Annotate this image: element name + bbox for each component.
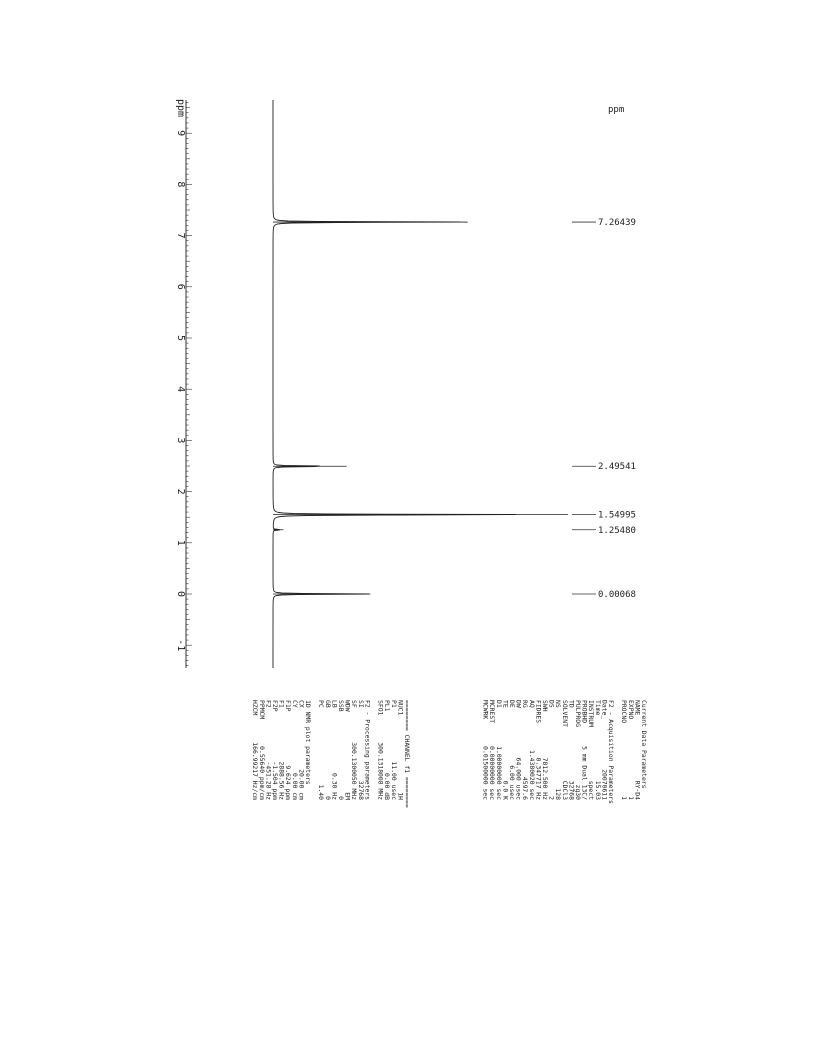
param-value: 2 xyxy=(547,796,556,800)
param-value: 32768 xyxy=(356,780,365,800)
param-key: SF xyxy=(350,700,359,708)
axis-tick-label: 5 xyxy=(175,334,186,342)
param-value: 9.624 ppm xyxy=(284,765,293,800)
param-key: NAME xyxy=(633,700,642,716)
axis-tick-label: -1 xyxy=(175,639,186,652)
param-value: -451.28 Hz xyxy=(264,761,273,800)
param-key: PPMCM xyxy=(257,700,266,720)
param-key: Current Data Parameters xyxy=(640,700,648,789)
param-value: 0.01500000 sec xyxy=(481,746,490,800)
param-value: 0.347717 Hz xyxy=(534,757,543,800)
param-key: DE xyxy=(508,700,516,708)
param-key: SWH xyxy=(541,700,549,712)
peak-label: 7.26439 xyxy=(598,218,636,229)
param-key: NS xyxy=(554,700,563,708)
param-key: LB xyxy=(330,700,339,708)
ppm-axis xyxy=(175,99,192,668)
param-key: PULPROG xyxy=(574,700,582,727)
param-value: 7812.500 Hz xyxy=(541,757,549,800)
param-value: 0.30 Hz xyxy=(330,773,339,800)
param-key: SI xyxy=(356,700,365,708)
param-value: 64.000 usec xyxy=(514,757,523,800)
axis-tick-label: 8 xyxy=(175,181,186,188)
param-key: DW xyxy=(514,700,523,708)
param-value: 2888.56 Hz xyxy=(277,761,286,800)
axis-tick-label: 7 xyxy=(175,232,186,239)
param-key: NUC1 xyxy=(396,700,405,716)
param-key: SSB xyxy=(337,700,345,712)
param-key: INSTRUM xyxy=(587,700,596,727)
param-value: 0 xyxy=(323,796,332,800)
param-value: CDCl3 xyxy=(560,780,569,800)
param-key: F1P xyxy=(284,700,293,712)
param-key: MCWRK xyxy=(481,700,490,720)
param-key: F2 - Acquisition Parameters xyxy=(607,700,615,804)
axis-tick-label: 3 xyxy=(175,437,186,444)
param-key: PC xyxy=(317,700,326,708)
param-key: Time xyxy=(593,700,602,716)
param-value: 11.00 usec xyxy=(389,761,398,800)
param-key: CX xyxy=(297,700,306,708)
peak-label: 1.25480 xyxy=(598,525,636,536)
param-key: MCREST xyxy=(488,700,497,724)
param-key: P1 xyxy=(389,700,398,708)
param-key: SFO1 xyxy=(376,700,385,716)
param-value: 32768 xyxy=(567,780,576,800)
ppm-unit-label: ppm xyxy=(608,105,625,115)
param-value: 5 mm Dual 13C/ xyxy=(580,746,589,800)
param-key: F1 xyxy=(277,700,286,708)
axis-tick-label: 4 xyxy=(175,386,186,393)
param-value: 0.55640 ppm/cm xyxy=(257,746,266,800)
param-value: 300.1300050 MHz xyxy=(350,742,359,800)
param-key: ======== CHANNEL f1 ======== xyxy=(403,700,411,808)
param-value: spect xyxy=(587,780,596,800)
axis-tick-label: 1 xyxy=(175,539,186,546)
param-value: RY-D4 xyxy=(633,780,642,800)
param-value: 1 xyxy=(620,796,629,800)
param-key: 1D NMR plot parameters xyxy=(304,700,312,785)
param-key: F2P xyxy=(271,700,279,712)
param-value: 0.0 K xyxy=(501,780,510,800)
param-key: RG xyxy=(521,700,530,708)
param-value: 128 xyxy=(554,788,563,800)
param-key: FIDRES xyxy=(534,700,543,724)
param-value: 20.00 cm xyxy=(297,769,306,800)
peak-label: 2.49541 xyxy=(598,462,636,473)
param-key: DS xyxy=(547,700,556,708)
param-key: TE xyxy=(501,700,510,708)
param-value: 0.00 cm xyxy=(290,773,299,800)
param-value: 1H xyxy=(396,792,405,800)
param-value: 166.99217 Hz/cm xyxy=(251,742,260,800)
param-key: F2 - Processing parameters xyxy=(363,700,372,801)
axis-unit-label: ppm xyxy=(175,98,186,118)
param-key: TD xyxy=(567,700,576,708)
param-value: 15.03 xyxy=(593,780,602,800)
param-key: GB xyxy=(323,700,332,708)
parameter-block xyxy=(251,700,648,808)
axis-tick-label: 0 xyxy=(175,590,186,598)
param-value: 1.40 xyxy=(317,784,326,800)
spectrum-line xyxy=(273,100,516,668)
param-value: -1.504 ppm xyxy=(271,761,279,800)
axis-tick-label: 2 xyxy=(175,488,186,495)
param-value: 0 xyxy=(337,796,345,800)
param-value: 4597.6 xyxy=(521,776,530,800)
param-key: PL1 xyxy=(383,700,392,712)
param-key: PROCNO xyxy=(620,700,629,724)
param-key: SOLVENT xyxy=(560,700,569,727)
param-value: 300.1318008 MHz xyxy=(376,742,385,800)
param-key: F2 xyxy=(264,700,273,708)
axis-tick-label: 6 xyxy=(175,283,186,290)
peak-label: 1.54995 xyxy=(598,510,636,521)
param-key: EXPNO xyxy=(626,700,635,720)
param-key: PROBHD xyxy=(580,700,589,724)
param-key: AQ xyxy=(527,700,536,708)
peak-labels xyxy=(572,218,636,600)
param-value: EM xyxy=(343,792,352,800)
param-value: 1.4380020 sec xyxy=(527,749,536,800)
param-value: zg30 xyxy=(574,784,582,800)
param-value: 0.00 dB xyxy=(383,773,392,800)
param-value: 20070611 xyxy=(600,769,609,800)
param-key: HZCM xyxy=(251,700,260,716)
param-key: CY xyxy=(290,700,299,708)
param-key: WDW xyxy=(343,700,352,712)
axis-tick-label: 9 xyxy=(175,130,186,137)
spectrum-trace xyxy=(273,100,568,668)
param-value: 1 xyxy=(626,796,635,800)
param-key: Date_ xyxy=(600,700,609,720)
param-value: 0.00000000 sec xyxy=(488,746,497,800)
param-key: D1 xyxy=(494,700,503,708)
param-value: 6.00 usec xyxy=(508,765,516,800)
peak-label: 0.00068 xyxy=(598,589,636,600)
param-value: 1.00000000 sec xyxy=(494,746,503,800)
